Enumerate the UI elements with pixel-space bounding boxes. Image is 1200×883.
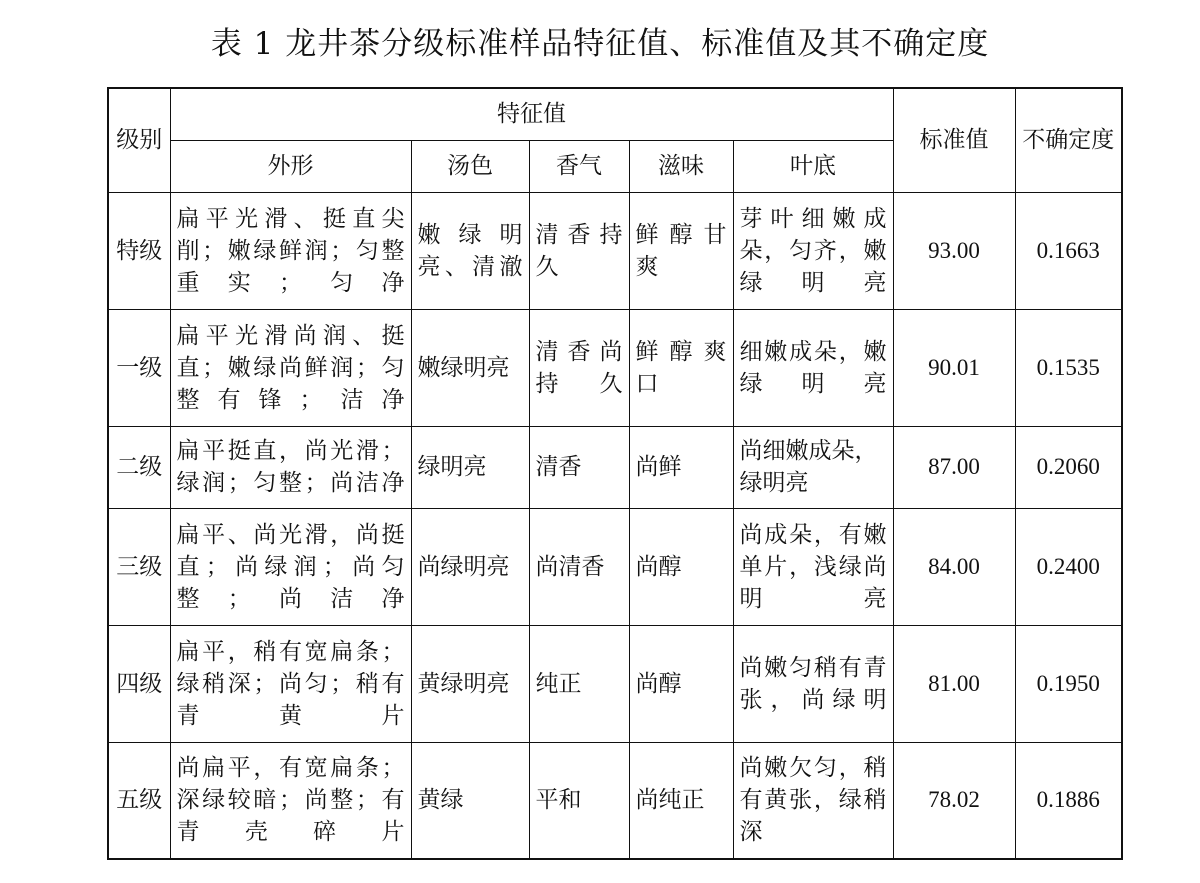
header-standard-value: 标准值 bbox=[893, 88, 1015, 192]
cell-leaf-base: 尚嫩匀稍有青张，尚绿明 bbox=[733, 625, 893, 742]
cell-standard-value: 84.00 bbox=[893, 508, 1015, 625]
cell-leaf-base: 尚细嫩成朵，绿明亮 bbox=[733, 426, 893, 508]
grading-table bbox=[107, 87, 1123, 860]
cell-uncertainty: 0.2400 bbox=[1015, 508, 1122, 625]
table-row bbox=[108, 426, 1122, 508]
header-uncertainty: 不确定度 bbox=[1015, 88, 1122, 192]
cell-aroma: 纯正 bbox=[529, 625, 629, 742]
header-appearance: 外形 bbox=[170, 140, 411, 192]
cell-liquor-color: 嫩绿明亮、清澈 bbox=[411, 192, 529, 309]
header-features: 特征值 bbox=[170, 88, 893, 140]
cell-grade: 二级 bbox=[108, 426, 170, 508]
cell-aroma: 清香 bbox=[529, 426, 629, 508]
header-grade: 级别 bbox=[108, 88, 170, 192]
cell-uncertainty: 0.1535 bbox=[1015, 309, 1122, 426]
cell-standard-value: 90.01 bbox=[893, 309, 1015, 426]
cell-leaf-base: 芽叶细嫩成朵，匀齐，嫩绿明亮 bbox=[733, 192, 893, 309]
cell-uncertainty: 0.1886 bbox=[1015, 742, 1122, 859]
cell-taste: 鲜醇甘爽 bbox=[629, 192, 733, 309]
cell-aroma: 清香尚持久 bbox=[529, 309, 629, 426]
cell-liquor-color: 黄绿明亮 bbox=[411, 625, 529, 742]
cell-liquor-color: 尚绿明亮 bbox=[411, 508, 529, 625]
cell-standard-value: 81.00 bbox=[893, 625, 1015, 742]
table-row bbox=[108, 625, 1122, 742]
cell-liquor-color: 黄绿 bbox=[411, 742, 529, 859]
cell-grade: 一级 bbox=[108, 309, 170, 426]
cell-uncertainty: 0.1663 bbox=[1015, 192, 1122, 309]
header-liquor-color: 汤色 bbox=[411, 140, 529, 192]
cell-taste: 尚醇 bbox=[629, 508, 733, 625]
cell-taste: 尚醇 bbox=[629, 625, 733, 742]
cell-grade: 四级 bbox=[108, 625, 170, 742]
cell-uncertainty: 0.2060 bbox=[1015, 426, 1122, 508]
table-row bbox=[108, 742, 1122, 859]
cell-grade: 三级 bbox=[108, 508, 170, 625]
table-row bbox=[108, 192, 1122, 309]
table-row bbox=[108, 508, 1122, 625]
header-aroma: 香气 bbox=[529, 140, 629, 192]
cell-taste: 尚鲜 bbox=[629, 426, 733, 508]
cell-appearance: 扁平光滑尚润、挺直；嫩绿尚鲜润；匀整有锋；洁净 bbox=[170, 309, 411, 426]
cell-appearance: 扁平光滑、挺直尖削；嫩绿鲜润；匀整重实；匀净 bbox=[170, 192, 411, 309]
cell-aroma: 清香持久 bbox=[529, 192, 629, 309]
cell-grade: 五级 bbox=[108, 742, 170, 859]
cell-standard-value: 87.00 bbox=[893, 426, 1015, 508]
header-taste: 滋味 bbox=[629, 140, 733, 192]
cell-standard-value: 93.00 bbox=[893, 192, 1015, 309]
cell-appearance: 扁平挺直，尚光滑；绿润；匀整；尚洁净 bbox=[170, 426, 411, 508]
table-title: 表 1 龙井茶分级标准样品特征值、标准值及其不确定度 bbox=[210, 26, 990, 62]
cell-appearance: 扁平、尚光滑，尚挺直；尚绿润；尚匀整；尚洁净 bbox=[170, 508, 411, 625]
cell-taste: 鲜醇爽口 bbox=[629, 309, 733, 426]
cell-liquor-color: 嫩绿明亮 bbox=[411, 309, 529, 426]
cell-taste: 尚纯正 bbox=[629, 742, 733, 859]
cell-leaf-base: 细嫩成朵，嫩绿明亮 bbox=[733, 309, 893, 426]
cell-appearance: 扁平，稍有宽扁条；绿稍深；尚匀；稍有青黄片 bbox=[170, 625, 411, 742]
cell-grade: 特级 bbox=[108, 192, 170, 309]
cell-aroma: 尚清香 bbox=[529, 508, 629, 625]
cell-leaf-base: 尚嫩欠匀，稍有黄张，绿稍深 bbox=[733, 742, 893, 859]
cell-leaf-base: 尚成朵，有嫩单片，浅绿尚明亮 bbox=[733, 508, 893, 625]
cell-liquor-color: 绿明亮 bbox=[411, 426, 529, 508]
cell-aroma: 平和 bbox=[529, 742, 629, 859]
cell-uncertainty: 0.1950 bbox=[1015, 625, 1122, 742]
header-leaf-base: 叶底 bbox=[733, 140, 893, 192]
table-row bbox=[108, 309, 1122, 426]
cell-appearance: 尚扁平，有宽扁条；深绿较暗；尚整；有青壳碎片 bbox=[170, 742, 411, 859]
cell-standard-value: 78.02 bbox=[893, 742, 1015, 859]
